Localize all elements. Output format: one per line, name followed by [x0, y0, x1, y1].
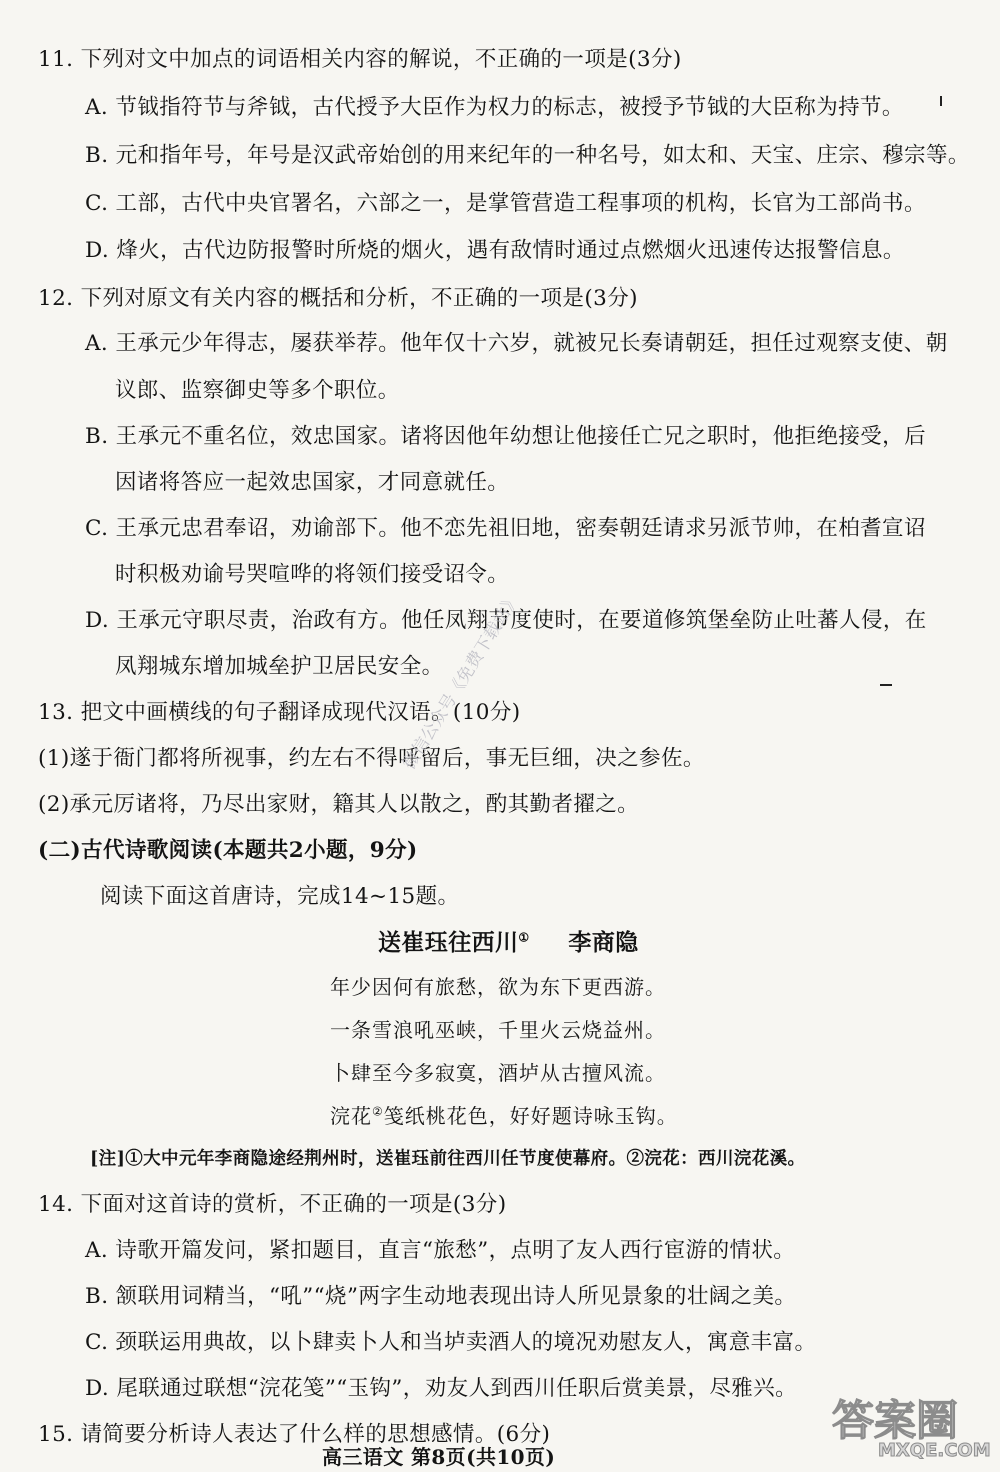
q13-sentence-2: (2)承元厉诸将，乃尽出家财，籍其人以散之，酌其勤者擢之。	[38, 792, 640, 817]
poem-title: 送崔珏往西川	[378, 929, 519, 956]
q13-stem: 13. 把文中画横线的句子翻译成现代汉语。(10分)	[38, 700, 521, 725]
scan-mark	[880, 684, 892, 686]
poem-title-footnote-mark: ①	[518, 930, 530, 945]
site-logo	[828, 1388, 991, 1468]
poem-title-line	[378, 928, 639, 958]
scan-mark	[940, 96, 942, 106]
q15-stem: 15. 请简要分析诗人表达了什么样的思想感情。(6分)	[38, 1422, 551, 1447]
q14-option-a: A. 诗歌开篇发问，紧扣题目，直言“旅愁”，点明了友人西行宦游的情状。	[85, 1238, 796, 1263]
poem-line-4-start: 浣花	[330, 1104, 372, 1128]
q11-stem: 11. 下列对文中加点的词语相关内容的解说，不正确的一项是(3分)	[38, 47, 682, 72]
q12-option-b-line1: B. 王承元不重名位，效忠国家。诸将因他年幼想让他接任亡兄之职时，他拒绝接受，后	[85, 424, 926, 449]
q12-option-a-line1: A. 王承元少年得志，屡获举荐。他年仅十六岁，就被兄长奏请朝廷，担任过观察支使、朝	[85, 331, 948, 356]
q11-option-a: A. 节钺指符节与斧钺，古代授予大臣作为权力的标志，被授予节钺的大臣称为持节。	[85, 95, 904, 120]
q11-option-c: C. 工部，古代中央官署名，六部之一，是掌管营造工程事项的机构，长官为工部尚书。	[85, 191, 926, 216]
poem-line-4	[330, 1101, 678, 1131]
q12-option-a-line2: 议郎、监察御史等多个职位。	[115, 378, 400, 403]
q12-stem: 12. 下列对原文有关内容的概括和分析，不正确的一项是(3分)	[38, 286, 638, 311]
poem-line-1: 年少因何有旅愁，欲为东下更西游。	[330, 975, 666, 999]
section-2-intro: 阅读下面这首唐诗，完成14~15题。	[100, 884, 460, 909]
q13-sentence-1: (1)遂于衙门都将所视事，约左右不得呼留后，事无巨细，决之参佐。	[38, 746, 705, 771]
q12-option-c-line1: C. 王承元忠君奉诏，劝谕部下。他不恋先祖旧地，密奏朝廷请求另派节帅，在柏耆宣诏	[85, 516, 926, 541]
poem-line-4-end: 笺纸桃花色，好好题诗咏玉钩。	[383, 1104, 678, 1128]
page-footer: 高三语文 第8页(共10页)	[322, 1445, 556, 1469]
poem-author: 李商隐	[568, 929, 639, 956]
section-2-heading: (二)古代诗歌阅读(本题共2小题，9分)	[38, 838, 418, 863]
poem-line-3: 卜肆至今多寂寞，酒垆从古擅风流。	[330, 1061, 666, 1085]
q14-option-b: B. 颔联用词精当，“吼”“烧”两字生动地表现出诗人所见景象的壮阔之美。	[85, 1284, 797, 1309]
q11-option-b: B. 元和指年号，年号是汉武帝始创的用来纪年的一种名号，如太和、天宝、庄宗、穆宗等。	[85, 143, 970, 168]
poem-note: [注]①大中元年李商隐途经荆州时，送崔珏前往西川任节度使幕府。②浣花：西川浣花溪。	[90, 1149, 806, 1169]
q12-option-c-line2: 时积极劝谕号哭喧哗的将领们接受诏令。	[115, 562, 510, 587]
q12-option-d-line1: D. 王承元守职尽责，治政有方。他任凤翔节度使时，在要道修筑堡垒防止吐蕃人侵，在	[85, 608, 927, 633]
q14-option-d: D. 尾联通过联想“浣花笺”“玉钩”，劝友人到西川任职后赏美景，尽雅兴。	[85, 1376, 798, 1401]
q14-option-c: C. 颈联运用典故，以卜肆卖卜人和当垆卖酒人的境况劝慰友人，寓意丰富。	[85, 1330, 817, 1355]
q11-option-d: D. 烽火，古代边防报警时所烧的烟火，遇有敌情时通过点燃烟火迅速传达报警信息。	[85, 238, 905, 263]
logo-title: 答案圈	[832, 1396, 959, 1445]
poem-footnote-mark-2: ②	[372, 1104, 384, 1119]
watermark-text: 微信公众号《免费下载站》	[399, 589, 525, 774]
q14-stem: 14. 下面对这首诗的赏析，不正确的一项是(3分)	[38, 1192, 507, 1217]
q12-option-b-line2: 因诸将答应一起效忠国家，才同意就任。	[115, 470, 510, 495]
q12-option-d-line2: 凤翔城东增加城垒护卫居民安全。	[115, 654, 444, 679]
poem-line-2: 一条雪浪吼巫峡，千里火云烧益州。	[330, 1018, 666, 1042]
logo-subtitle: MXQE.COM	[878, 1440, 991, 1461]
